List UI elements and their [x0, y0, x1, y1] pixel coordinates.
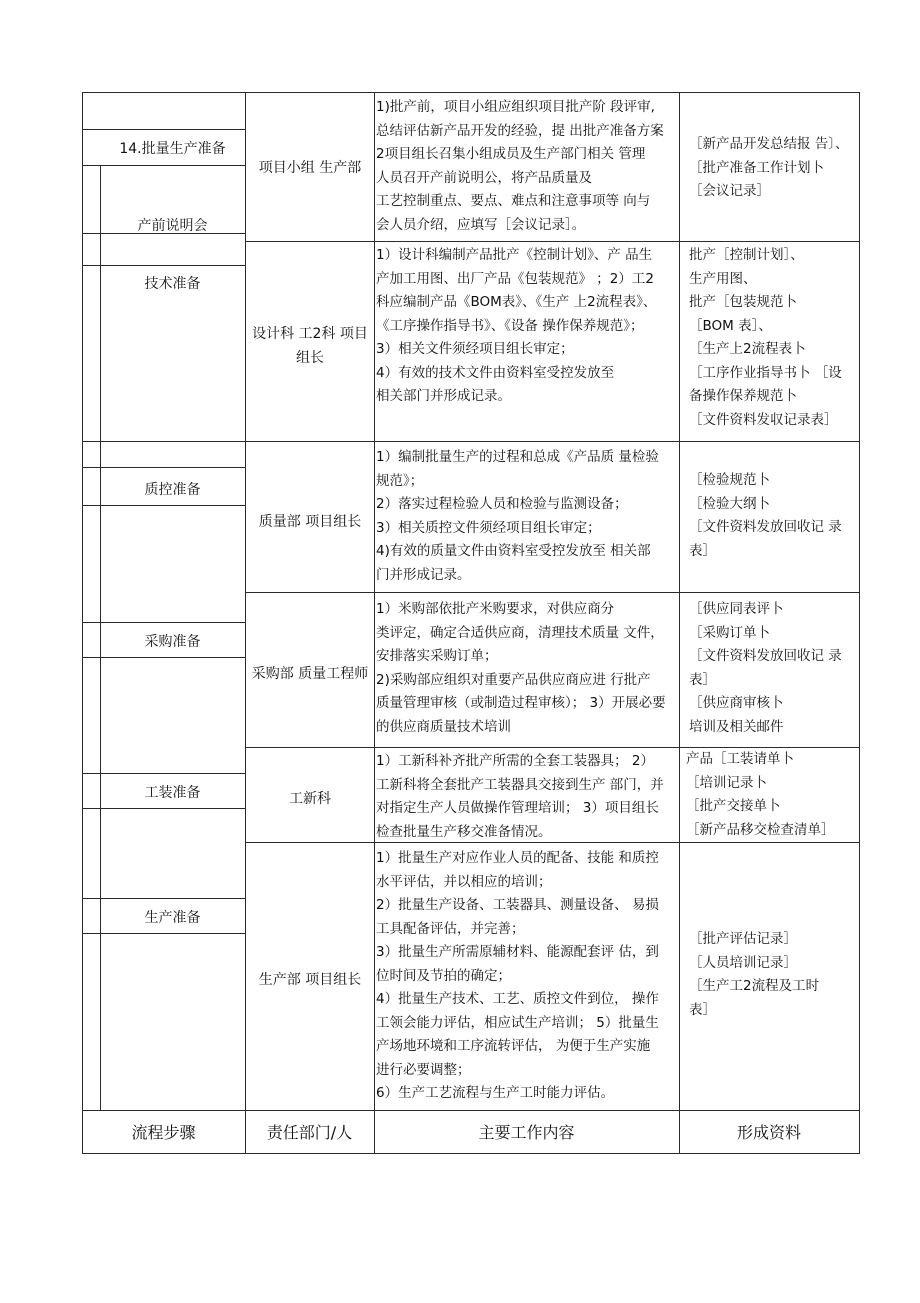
- step-technical-prep: 技术准备: [144, 276, 201, 292]
- content-line: 《工序操作指导书》、《设备 操作保养规范》；: [376, 317, 644, 334]
- output-line: 生产用图、: [689, 270, 757, 287]
- output-line: 表］: [689, 542, 716, 559]
- content-line: 2项目组长召集小组成员及生产部门相关 管理: [376, 146, 646, 162]
- output-line: ［生产上2流程表卜: [689, 341, 806, 357]
- content-line: 1）工新科补齐批产所需的全套工装器具； 2）: [376, 753, 654, 769]
- content-line: 1)批产前，项目小组应组织项目批产阶 段评审,: [376, 99, 655, 115]
- step-production-prep: 生产准备: [144, 910, 201, 926]
- header-step: 流程步骤: [131, 1123, 196, 1142]
- header-dept: 责任部门/人: [266, 1123, 353, 1142]
- output-line: ［人员培训记录］: [689, 954, 797, 971]
- content-line: 的供应商质量技术培训: [376, 718, 511, 735]
- dept-cell: 生产部 项目组长: [258, 972, 362, 988]
- output-line: 批产［包装规范卜: [689, 294, 797, 310]
- output-docs: [689, 928, 857, 1022]
- output-line: ［工序作业指导书卜 ［设: [689, 364, 842, 381]
- dept-cell: 项目小组 生产部: [258, 160, 362, 176]
- content-line: 工新科将全套批产工装器具交接到生产 部门，并: [376, 776, 664, 793]
- dept-cell: 设计科 工2科 项目组长: [252, 326, 368, 366]
- content-line: 4）有效的技术文件由资料室受控发放至: [376, 364, 615, 381]
- output-line: ［文件资料发収记录表］: [689, 411, 838, 428]
- content-line: 人员召开产前说明公，将产品质量及: [376, 169, 592, 186]
- content-line: 相关部门并形成记录。: [376, 388, 511, 404]
- output-line: ［BOM 表］、: [689, 317, 772, 334]
- step-batch-production-prep: 14.批量生产准备: [119, 141, 226, 157]
- output-line: ［会议记录］: [689, 183, 770, 199]
- output-line: ［批产准备工作计划卜: [689, 159, 824, 176]
- content-line: 质量管理审核（或制造过程审核）； 3）开展必要: [376, 695, 666, 711]
- content-line: 产加工用图、出厂产品《包装规范》 ；2）工2: [376, 270, 654, 287]
- content-line: 工领会能力评估，相应试生产培训； 5）批量生: [376, 1014, 659, 1031]
- dept-cell: 工新科: [289, 791, 331, 807]
- step-qc-prep: 质控准备: [144, 482, 201, 498]
- work-content: [376, 96, 678, 237]
- output-line: ［检验规范卜: [689, 472, 770, 488]
- content-line: 对指定生产人员做操作管理培训； 3）项目组长: [376, 800, 659, 816]
- output-line: ［文件资料发放回收记 录: [689, 519, 842, 535]
- output-line: ［批产评估记录］: [689, 931, 797, 947]
- output-line: ［培训记录卜: [686, 774, 767, 791]
- content-line: 总结评估新产品开发的经验，提 出批产准备方案: [376, 122, 664, 139]
- output-line: 培训及相关邮件: [689, 718, 784, 735]
- content-line: 门并形成记录。: [376, 566, 471, 583]
- content-line: 3）相关质控文件须经项目组长审定；: [376, 519, 601, 536]
- output-line: ［生产工2流程及工时: [689, 978, 820, 994]
- output-line: 表］: [689, 671, 716, 688]
- content-line: 4)有效的质量文件由资料室受控发放至 相关部: [376, 543, 651, 559]
- work-content: [376, 244, 678, 409]
- work-content: [376, 847, 678, 1106]
- content-line: 3）批量生产所需原辅材料、能源配套评 估，到: [376, 944, 659, 960]
- output-line: ［供应同表评卜: [689, 601, 784, 617]
- content-line: 产场地环境和工序流转评估， 为便于生产实施: [376, 1038, 651, 1054]
- step-purchase-prep: 采购准备: [144, 634, 201, 650]
- work-content: [376, 446, 678, 587]
- dept-cell: 采购部 质量工程师: [251, 666, 369, 682]
- content-line: 2）落实过程检验人员和检验与监测设备；: [376, 496, 628, 512]
- content-line: 工具配备评估，并完善；: [376, 920, 525, 937]
- content-line: 安排落实采购订单；: [376, 648, 498, 664]
- content-line: 2）批量生产设备、工装器具、测量设备、 易损: [376, 897, 659, 913]
- content-line: 工艺控制重点、要点、难点和注意事项等 向与: [376, 193, 651, 209]
- output-docs: [689, 244, 857, 432]
- output-line: ［检验大纲卜: [689, 495, 770, 512]
- content-line: 会人员介绍，应填写［会议记录］。: [376, 216, 586, 233]
- header-output: 形成资料: [736, 1123, 801, 1142]
- content-line: 科应编制产品《BOM表》、《生产 上2流程表》、: [376, 294, 657, 310]
- output-line: 产品［工装请单卜: [686, 751, 794, 767]
- output-line: ［新产品移交检查清单］: [686, 821, 835, 838]
- output-line: 备操作保养规范卜: [689, 388, 797, 404]
- step-tooling-prep: 工装准备: [144, 785, 201, 801]
- content-line: 1）编制批量生产的过程和总成《产品质 量检验: [376, 449, 659, 465]
- output-line: ［批产交接单卜: [686, 798, 781, 814]
- content-line: 规范》；: [376, 472, 424, 489]
- content-line: 水平评估，并以相应的培训；: [376, 873, 552, 890]
- content-line: 2)采购部应组织对重要产品供应商应进 行批产: [376, 671, 651, 688]
- content-line: 4）批量生产技术、工艺、质控文件到位， 操作: [376, 991, 659, 1007]
- content-line: 1）批量生产对应作业人员的配备、技能 和质控: [376, 850, 659, 866]
- step-prelaunch-meeting: 产前说明会: [137, 218, 208, 234]
- output-docs: [689, 133, 857, 204]
- output-line: ［新产品开发总结报 告〕、: [689, 136, 849, 152]
- output-docs: [689, 469, 857, 563]
- work-content: [376, 598, 678, 739]
- output-docs: [686, 748, 858, 842]
- content-line: 6）生产工艺流程与生产工时能力评估。: [376, 1085, 615, 1101]
- dept-cell: 质量部 项目组长: [258, 514, 362, 530]
- content-line: 类评定，确定合适供应商，清理技术质量 文件，: [376, 624, 664, 641]
- content-line: 进行必要调整；: [376, 1061, 471, 1078]
- content-line: 位时间及节拍的确定；: [376, 967, 511, 984]
- output-docs: [689, 598, 857, 739]
- output-line: ［文件资料发放回收记 录: [689, 648, 842, 664]
- output-line: ［采购订单卜: [689, 624, 770, 641]
- content-line: 1）设计科编制产品批产《控制计划》、产 品生: [376, 247, 653, 263]
- content-line: 3）相关文件须经项目组长审定；: [376, 341, 574, 357]
- header-content: 主要工作内容: [478, 1123, 575, 1142]
- work-content: [376, 750, 678, 844]
- content-line: 检查批量生产移交准备情况。: [376, 823, 552, 840]
- output-line: 批产［控制计划］、: [689, 247, 804, 263]
- output-line: 表］: [689, 1001, 716, 1018]
- output-line: ［供应商审核卜: [689, 695, 784, 711]
- content-line: 1）米购部依批产米购要求，对供应商分: [376, 601, 615, 617]
